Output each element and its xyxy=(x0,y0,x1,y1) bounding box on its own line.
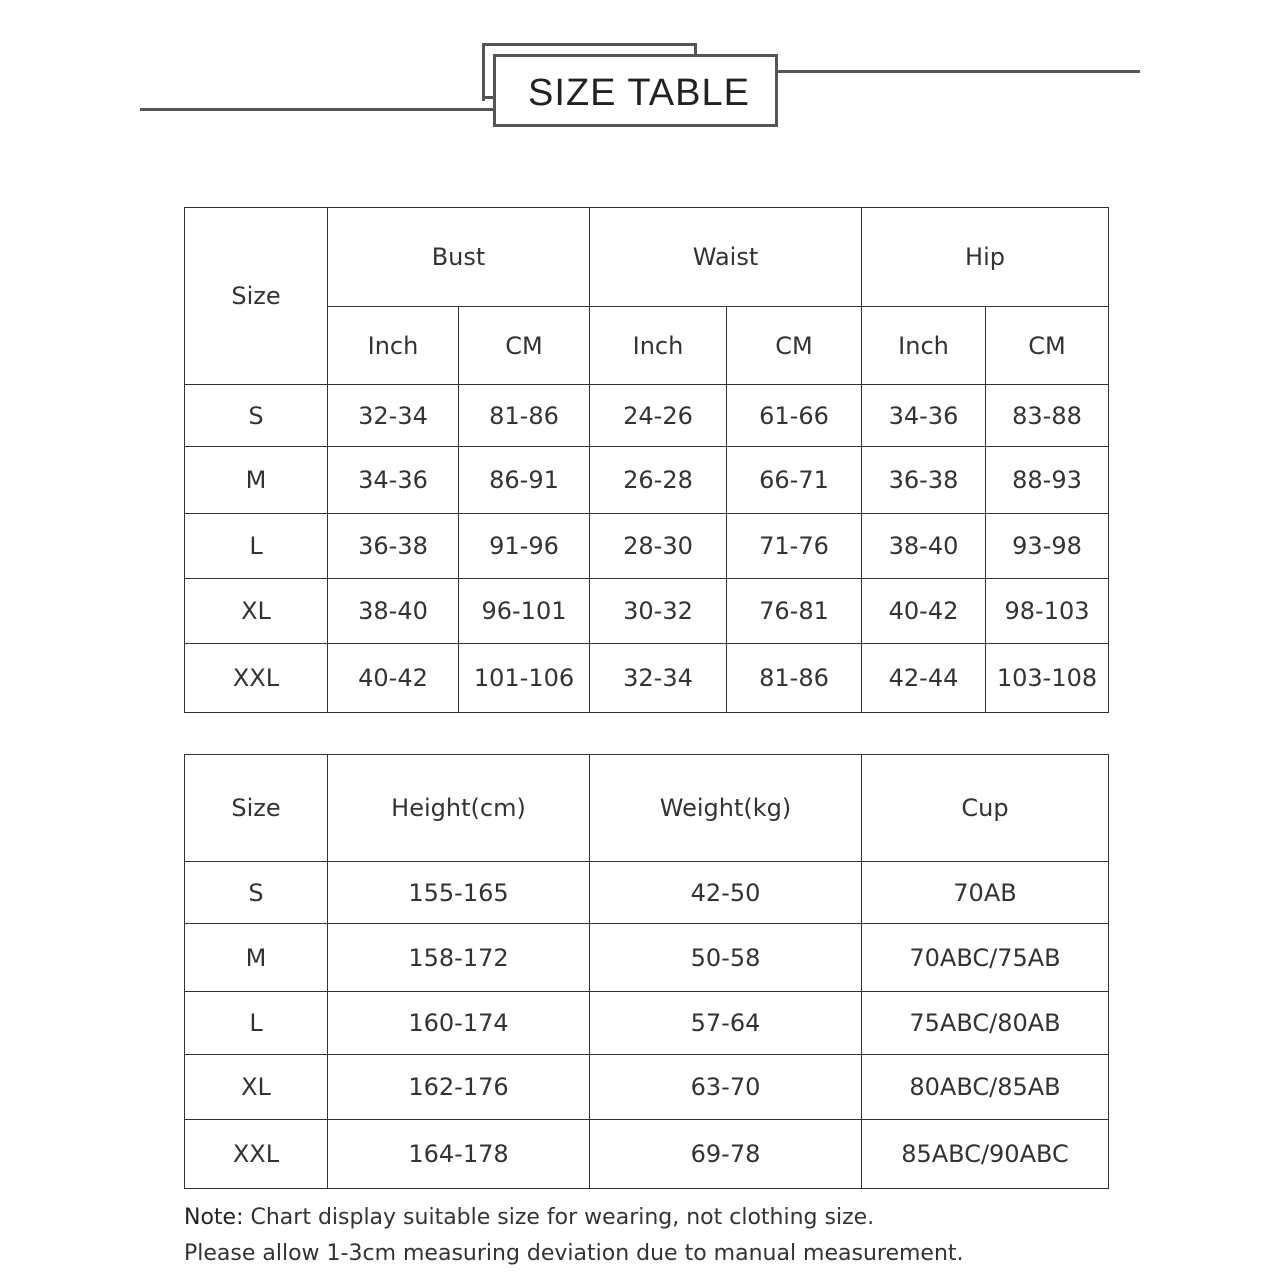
table-row xyxy=(185,644,1109,713)
unit-header: CM xyxy=(727,307,862,385)
size-cell: XL xyxy=(185,579,328,644)
page-title: SIZE TABLE xyxy=(528,72,750,114)
size-cell: S xyxy=(185,385,328,447)
fit-guide-table xyxy=(184,754,1109,1189)
unit-header: Inch xyxy=(590,307,727,385)
size-cell: S xyxy=(185,862,328,924)
weight-cell: 69-78 xyxy=(590,1120,862,1189)
bust-cm-cell: 81-86 xyxy=(459,385,590,447)
height-cell: 162-176 xyxy=(328,1055,590,1120)
bust-inch-cell: 40-42 xyxy=(328,644,459,713)
hip-inch-cell: 40-42 xyxy=(862,579,986,644)
waist-cm-cell: 81-86 xyxy=(727,644,862,713)
table-row xyxy=(185,1120,1109,1189)
waist-cm-cell: 71-76 xyxy=(727,514,862,579)
size-cell: M xyxy=(185,924,328,992)
size-cell: L xyxy=(185,992,328,1055)
size-note xyxy=(184,1200,1184,1272)
title-rule-left xyxy=(140,108,532,111)
height-header: Height(cm) xyxy=(328,755,590,862)
note-label: Note: xyxy=(184,1205,244,1230)
size-cell: L xyxy=(185,514,328,579)
size-header: Size xyxy=(185,755,328,862)
bust-cm-cell: 96-101 xyxy=(459,579,590,644)
waist-inch-cell: 32-34 xyxy=(590,644,727,713)
cup-cell: 70ABC/75AB xyxy=(862,924,1109,992)
unit-header: CM xyxy=(459,307,590,385)
table-row xyxy=(185,862,1109,924)
size-cell: XXL xyxy=(185,644,328,713)
waist-cm-cell: 76-81 xyxy=(727,579,862,644)
cup-cell: 75ABC/80AB xyxy=(862,992,1109,1055)
body-measurement-table xyxy=(184,207,1109,713)
bust-inch-cell: 38-40 xyxy=(328,579,459,644)
weight-cell: 42-50 xyxy=(590,862,862,924)
bust-inch-cell: 36-38 xyxy=(328,514,459,579)
hip-cm-cell: 88-93 xyxy=(986,447,1109,514)
hip-cm-cell: 83-88 xyxy=(986,385,1109,447)
bust-inch-cell: 34-36 xyxy=(328,447,459,514)
cup-cell: 85ABC/90ABC xyxy=(862,1120,1109,1189)
cup-cell: 70AB xyxy=(862,862,1109,924)
size-cell: XL xyxy=(185,1055,328,1120)
hip-inch-cell: 42-44 xyxy=(862,644,986,713)
cup-header: Cup xyxy=(862,755,1109,862)
waist-inch-cell: 24-26 xyxy=(590,385,727,447)
size-header: Size xyxy=(185,208,328,385)
unit-header: Inch xyxy=(862,307,986,385)
bust-cm-cell: 101-106 xyxy=(459,644,590,713)
weight-cell: 57-64 xyxy=(590,992,862,1055)
cup-cell: 80ABC/85AB xyxy=(862,1055,1109,1120)
table-row xyxy=(185,447,1109,514)
bust-inch-cell: 32-34 xyxy=(328,385,459,447)
title-ornament xyxy=(0,0,1280,150)
weight-cell: 50-58 xyxy=(590,924,862,992)
hip-inch-cell: 38-40 xyxy=(862,514,986,579)
table-row xyxy=(185,385,1109,447)
hip-cm-cell: 103-108 xyxy=(986,644,1109,713)
waist-cm-cell: 66-71 xyxy=(727,447,862,514)
unit-header: CM xyxy=(986,307,1109,385)
height-cell: 164-178 xyxy=(328,1120,590,1189)
weight-header: Weight(kg) xyxy=(590,755,862,862)
waist-inch-cell: 26-28 xyxy=(590,447,727,514)
hip-inch-cell: 34-36 xyxy=(862,385,986,447)
hip-cm-cell: 93-98 xyxy=(986,514,1109,579)
table-row xyxy=(185,579,1109,644)
height-cell: 155-165 xyxy=(328,862,590,924)
note-text: Chart display suitable size for wearing, not clothing size. xyxy=(243,1205,875,1230)
waist-cm-cell: 61-66 xyxy=(727,385,862,447)
note-line-2: Please allow 1-3cm measuring deviation due to manual measurement. xyxy=(184,1241,964,1266)
unit-header: Inch xyxy=(328,307,459,385)
hip-cm-cell: 98-103 xyxy=(986,579,1109,644)
size-cell: M xyxy=(185,447,328,514)
hip-inch-cell: 36-38 xyxy=(862,447,986,514)
hip-header: Hip xyxy=(862,208,1109,307)
bust-cm-cell: 86-91 xyxy=(459,447,590,514)
table-row xyxy=(185,992,1109,1055)
table-row xyxy=(185,1055,1109,1120)
height-cell: 160-174 xyxy=(328,992,590,1055)
bust-header: Bust xyxy=(328,208,590,307)
title-rule-right xyxy=(746,70,1140,73)
bust-cm-cell: 91-96 xyxy=(459,514,590,579)
size-cell: XXL xyxy=(185,1120,328,1189)
weight-cell: 63-70 xyxy=(590,1055,862,1120)
table-row xyxy=(185,924,1109,992)
height-cell: 158-172 xyxy=(328,924,590,992)
table-row xyxy=(185,514,1109,579)
note-line-1 xyxy=(184,1200,1184,1236)
waist-inch-cell: 30-32 xyxy=(590,579,727,644)
waist-header: Waist xyxy=(590,208,862,307)
waist-inch-cell: 28-30 xyxy=(590,514,727,579)
